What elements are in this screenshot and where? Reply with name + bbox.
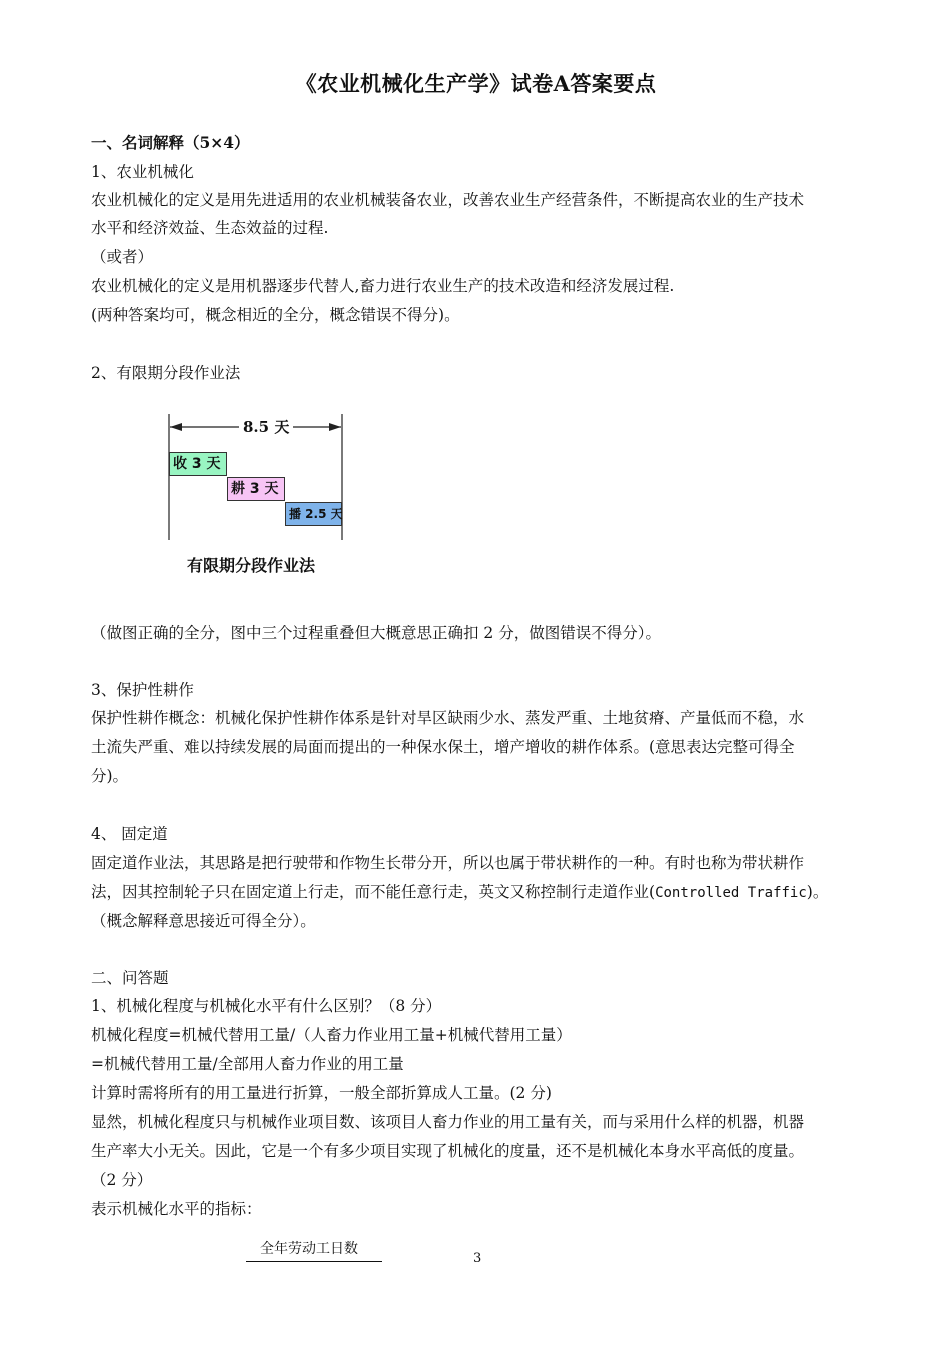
diagram-box-sowing: 播 2.5 天 xyxy=(285,502,342,526)
q1-line-4: 农业机械化的定义是用机器逐步代替人,畜力进行农业生产的技术改造和经济发展过程. xyxy=(91,277,675,295)
q3-line-3: 分)。 xyxy=(91,767,129,785)
diagram-box-tillage: 耕 3 天 xyxy=(227,477,285,501)
page-title: 《农业机械化生产学》试卷A答案要点 xyxy=(295,71,657,96)
q4-line-1: 固定道作业法，其思路是把行驶带和作物生长带分开，所以也属于带状耕作的一种。有时也称为带状耕作 xyxy=(91,854,805,872)
q1-title: 1、农业机械化 xyxy=(91,163,194,181)
s2-q1-line-5: 生产率大小无关。因此，它是一个有多少项目实现了机械化的度量，还不是机械化本身水平高低的度量。 xyxy=(91,1142,805,1160)
q4-line-2-b: )。 xyxy=(806,883,829,901)
fraction-bar xyxy=(246,1261,382,1262)
s2-q1-title: 1、机械化程度与机械化水平有什么区别？（8 分） xyxy=(91,997,442,1015)
s2-q1-line-2: =机械代替用工量/全部用人畜力作业的用工量 xyxy=(91,1055,404,1073)
diagram-caption: 有限期分段作业法 xyxy=(187,556,316,575)
diagram-box-harvest: 收 3 天 xyxy=(169,452,227,476)
staged-operation-diagram xyxy=(165,410,365,585)
page-number: 3 xyxy=(473,1251,482,1266)
s2-q1-line-1: 机械化程度=机械代替用工量/（人畜力作业用工量+机械代替用工量） xyxy=(91,1026,572,1044)
q2-title: 2、有限期分段作业法 xyxy=(91,364,241,382)
s2-q1-line-6: （2 分） xyxy=(91,1171,153,1189)
q4-line-3: （概念解释意思接近可得全分）。 xyxy=(91,912,316,930)
q2-note: （做图正确的全分，图中三个过程重叠但大概意思正确扣 2 分，做图错误不得分）。 xyxy=(91,624,661,642)
fraction-numerator: 全年劳动工日数 xyxy=(260,1241,358,1257)
s2-q1-line-7: 表示机械化水平的指标： xyxy=(91,1200,262,1218)
q4-line-2 xyxy=(91,881,881,904)
diagram-total-label: 8.5 天 xyxy=(239,416,293,437)
q3-line-2: 土流失严重、难以持续发展的局面而提出的一种保水保土，增产增收的耕作体系。(意思表达完整可得全 xyxy=(91,738,795,756)
q3-title: 3、保护性耕作 xyxy=(91,681,194,699)
q1-line-5: (两种答案均可，概念相近的全分，概念错误不得分)。 xyxy=(91,306,460,324)
q1-line-3: （或者） xyxy=(91,248,154,266)
s2-q1-line-4: 显然，机械化程度只与机械作业项目数、该项目人畜力作业的用工量有关，而与采用什么样的机器，机器 xyxy=(91,1113,805,1131)
section1-heading: 一、名词解释（5×4） xyxy=(91,133,250,152)
q1-line-2: 水平和经济效益、生态效益的过程. xyxy=(91,219,329,237)
s2-q1-line-3: 计算时需将所有的用工量进行折算，一般全部折算成人工量。(2 分) xyxy=(91,1084,552,1102)
q3-line-1: 保护性耕作概念：机械化保护性耕作体系是针对旱区缺雨少水、蒸发严重、土地贫瘠、产量低而不稳，水 xyxy=(91,709,805,727)
q4-line-2-english: Controlled Traffic xyxy=(655,885,807,901)
q4-line-2-a: 法，因其控制轮子只在固定道上行走，而不能任意行走，英文又称控制行走道作业( xyxy=(91,883,656,901)
section2-heading: 二、问答题 xyxy=(91,969,169,987)
q1-line-1: 农业机械化的定义是用先进适用的农业机械装备农业，改善农业生产经营条件，不断提高农业的生产技术 xyxy=(91,191,805,209)
q4-title: 4、 固定道 xyxy=(91,825,168,843)
